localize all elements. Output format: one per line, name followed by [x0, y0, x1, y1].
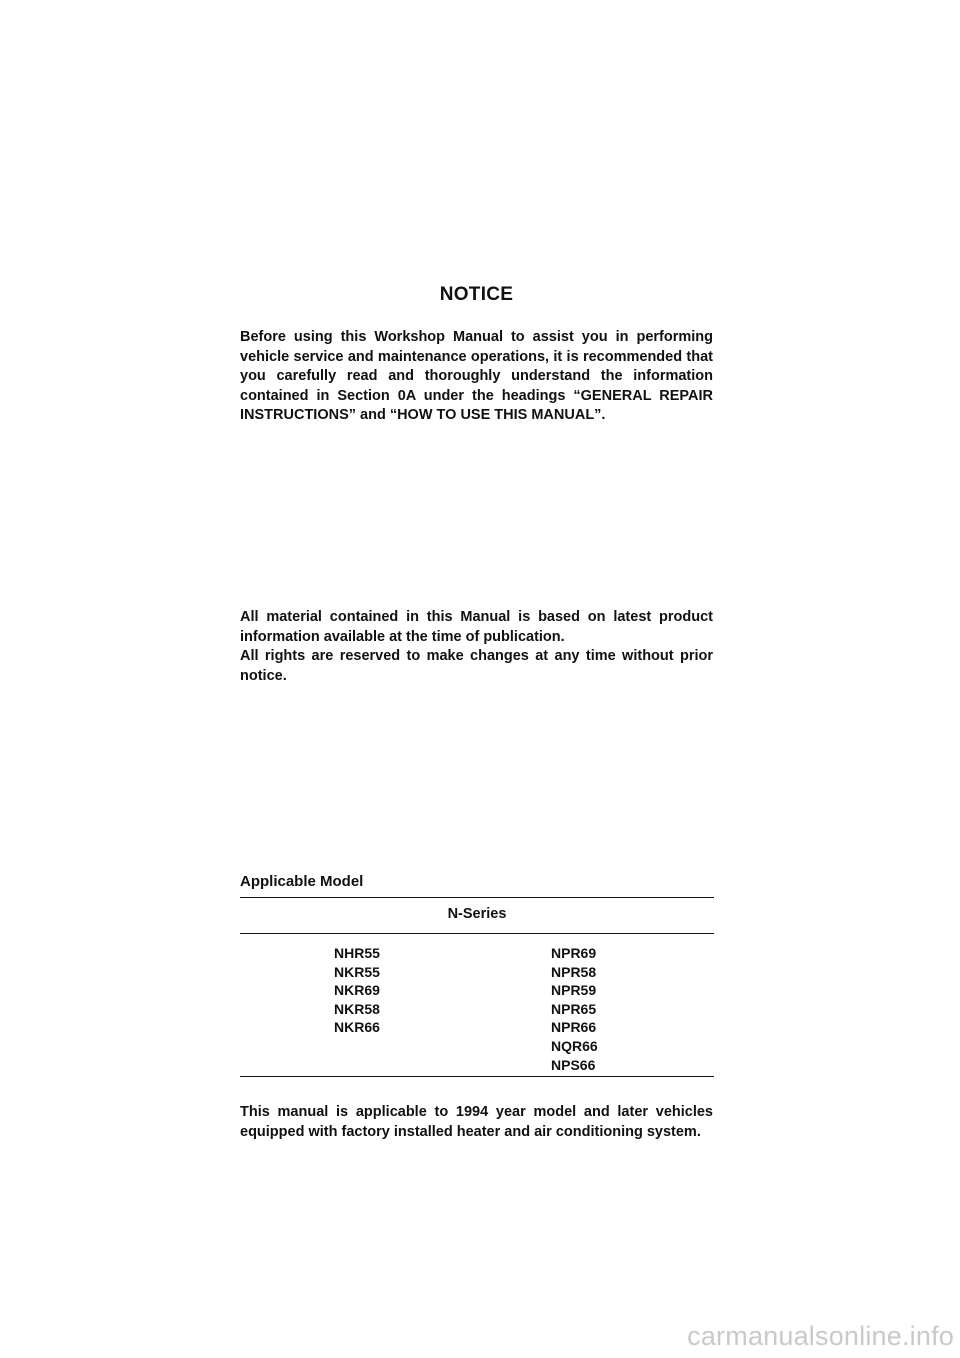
applicability-note [240, 1103, 713, 1142]
model-list-left [334, 944, 380, 1037]
model-item: NQR66 [551, 1037, 598, 1054]
table-bottom-rule [240, 1076, 714, 1077]
model-list-right [551, 944, 598, 1074]
notice-title: NOTICE [439, 284, 514, 305]
material-line-1: All material contained in this Manual is based on latest product information available at the time of publication. [240, 609, 713, 645]
model-item: NKR58 [334, 1000, 380, 1017]
notice-paragraph [240, 328, 713, 426]
model-item: NPR58 [551, 963, 597, 980]
table-top-rule [240, 897, 714, 898]
applicable-model-label: Applicable Model [240, 873, 364, 890]
series-header: N-Series [447, 906, 507, 922]
model-item: NPR65 [551, 1000, 597, 1017]
model-item: NPR69 [551, 945, 597, 961]
model-item: NKR55 [334, 963, 380, 980]
model-item: NPR59 [551, 982, 597, 999]
model-item: NKR69 [334, 982, 380, 999]
material-paragraph [240, 608, 713, 686]
applicability-note-text: This manual is applicable to 1994 year model and later vehicles equipped with factory installed heater and air conditioning system. [240, 1104, 713, 1140]
model-item: NPR66 [551, 1019, 597, 1036]
watermark: carmanualsonline.info [687, 1321, 954, 1351]
table-header-rule [240, 933, 714, 934]
material-line-2: All rights are reserved to make changes at any time without prior notice. [240, 648, 713, 684]
model-item: NHR55 [334, 945, 380, 961]
model-item: NPS66 [551, 1056, 596, 1073]
model-item: NKR66 [334, 1019, 380, 1036]
notice-text: Before using this Workshop Manual to assist you in performing vehicle service and maintenance operations, it is recommended that you carefully read and thoroughly understand the information contained in Section 0A under the headings “GENERAL REPAIR INSTRUCTIONS” and “HOW TO USE THIS MANUAL”. [240, 329, 713, 423]
